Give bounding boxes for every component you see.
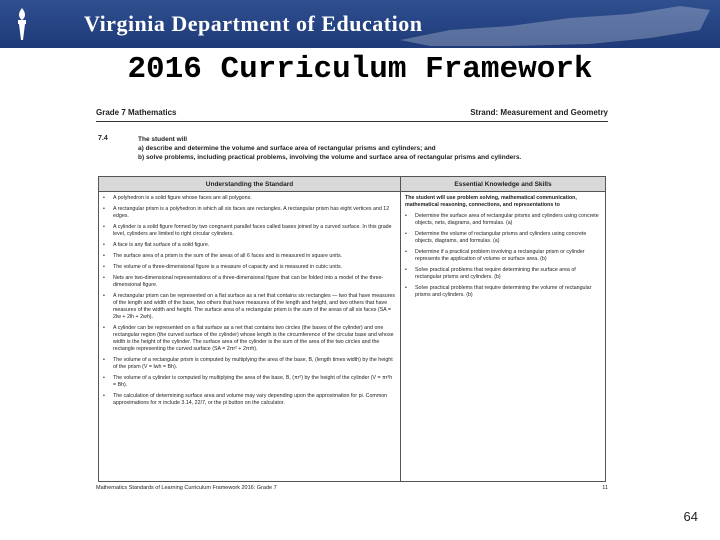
document-footer: [96, 485, 608, 491]
virginia-map-icon: [390, 0, 720, 48]
understanding-column: [99, 192, 401, 481]
torch-logo-icon: [0, 0, 44, 48]
objective-b: b) solve problems, including practical problems, involving the volume and surface area of rectangular prisms and cylinders.: [138, 154, 522, 161]
list-item: • Solve practical problems that require determining the volume of rectangular prisms and cylinders. (b): [405, 285, 592, 298]
slide-number: 64: [683, 509, 698, 524]
framework-document: [96, 108, 612, 494]
column-header-essential: Essential Knowledge and Skills: [454, 180, 552, 188]
page-title: 2016 Curriculum Framework: [127, 52, 593, 87]
objective-a: a) describe and determine the volume and surface area of rectangular prisms and cylinders; and: [138, 145, 436, 152]
footer-page: 11: [602, 485, 608, 491]
footer-source: Mathematics Standards of Learning Curriculum Framework 2016: Grade 7: [96, 485, 277, 491]
list-item: • The volume of a three-dimensional figure is a measure of capacity and is measured in cubic units.: [103, 264, 343, 270]
grade-label: Grade 7 Mathematics: [96, 108, 177, 117]
table-header: [99, 177, 605, 192]
list-item: • The volume of a rectangular prism is computed by multiplying the area of the base, B, (length times width) by the height of the prism (V = lwh = Bh).: [103, 357, 393, 370]
strand-label: Strand: Measurement and Geometry: [470, 108, 608, 117]
standard-text: [138, 135, 521, 162]
list-item: • Nets are two-dimensional representations of a three-dimensional figure that can be folded into a model of the three-dimensional figure.: [103, 275, 384, 288]
table-body: [99, 192, 605, 481]
essential-column: [401, 192, 605, 481]
list-item: • The volume of a cylinder is computed by multiplying the area of the base, B, (πr²) by the height of the cylinder (V = πr²h = Bh).: [103, 375, 393, 388]
list-item: • Determine the surface area of rectangular prisms and cylinders using concrete objects, nets, diagrams, and formulas. (a): [405, 213, 599, 226]
list-item: • The calculation of determining surface area and volume may vary depending upon the approximation for pi. Common approximations for π include 3.14, 22/7, or the pi button on the calculator.: [103, 393, 388, 406]
banner-title: Virginia Department of Education: [84, 11, 423, 36]
list-item: • Determine if a practical problem involving a rectangular prism or cylinder represents the application of volume or surface area. (b): [405, 249, 585, 262]
list-item: • Determine the volume of rectangular prisms and cylinders using concrete objects, diagrams, and formulas. (a): [405, 231, 587, 244]
list-item: • A cylinder can be represented on a flat surface as a net that contains two circles (the bases of the cylinder) and one rectangular region (the curved surface of the cylinder) whose length is the circumference of the circular base and whose width is the height of the cylinder. The surface area of the cylinder is the sum of the area of the two circles and the rectangle representing the curved surface (SA = 2πr² + 2πrh).: [103, 325, 394, 352]
student-intro: The student will: [138, 136, 188, 143]
standard-code: 7.4: [98, 135, 108, 142]
list-item: • Solve practical problems that require determining the surface area of rectangular prisms and cylinders. (b): [405, 267, 576, 280]
document-header: [96, 108, 608, 122]
list-item: • The surface area of a prism is the sum of the areas of all 6 faces and is measured in square units.: [103, 253, 343, 259]
essential-intro: The student will use problem solving, mathematical communication, mathematical reasoning, connections, and representations to: [405, 195, 577, 208]
list-item: • A face is any flat surface of a solid figure.: [103, 242, 210, 248]
column-header-understanding: Understanding the Standard: [99, 177, 401, 191]
vdoe-banner: [0, 0, 720, 48]
framework-table: [98, 176, 606, 482]
list-item: • A cylinder is a solid figure formed by two congruent parallel faces called bases joined by a curved surface. In this grade level, cylinders are limited to right circular cylinders.: [103, 224, 392, 237]
list-item: • A rectangular prism is a polyhedron in which all six faces are rectangles. A rectangular prism has eight vertices and 12 edges.: [103, 206, 390, 219]
list-item: • A rectangular prism can be represented on a flat surface as a net that contains six rectangles — two that have measures of the length and width of the base, two others that have measures of the length and height, and two others that have measures of the width and height. The surface area of a rectangular prism is the sum of the areas of all six faces (SA = 2lw + 2lh + 2wh).: [103, 293, 396, 320]
list-item: • A polyhedron is a solid figure whose faces are all polygons.: [103, 195, 252, 201]
